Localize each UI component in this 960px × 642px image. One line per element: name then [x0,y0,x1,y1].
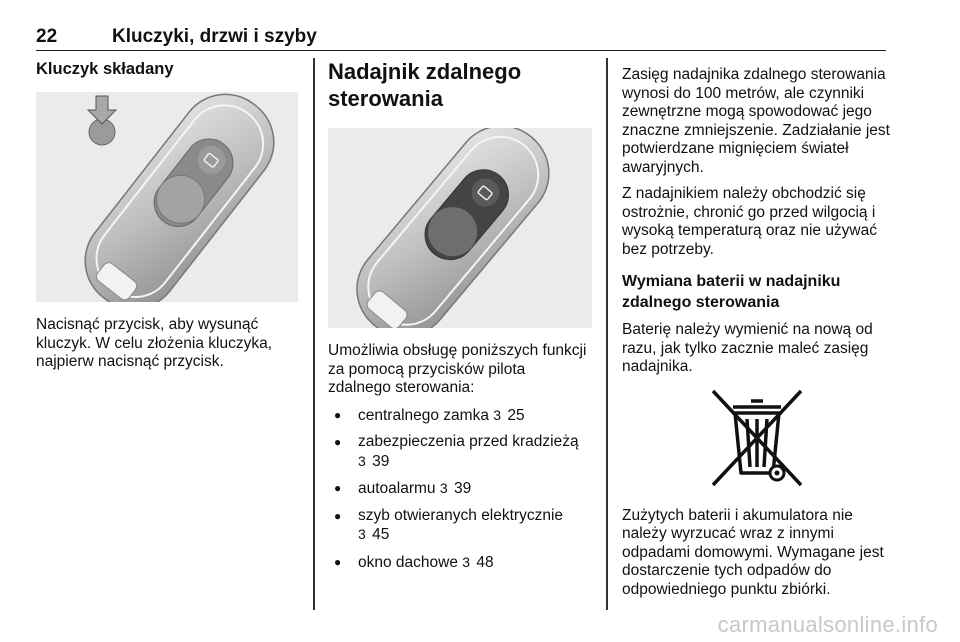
remote-fob-illustration [328,128,592,328]
key-fob-icon [328,128,592,328]
list-item [328,406,592,426]
page-header [36,22,886,51]
key-fob-icon [36,92,298,302]
section-title: Nadajnik zdalnego sterowania [328,59,522,111]
list-item-text: centralnego zamka [358,406,489,424]
page-ref[interactable]: 39 [372,452,390,470]
list-item [328,507,592,545]
weee-symbol-wrap [622,385,892,497]
body-text: Zasięg nadajnika zdalnego sterowania wynosi do 100 metrów, ale czynniki zewnętrzne mogą spowodować jego znaczne zmniejszenie. Zadziałanie jest potwierdzane mignięciem świateł awaryjnych. [622,66,890,176]
list-item-text: szyb otwieranych elektrycznie [358,506,564,524]
page-ref[interactable]: 25 [507,406,525,424]
page-ref-icon: 3 [462,553,471,570]
list-item-text: zabezpieczenia przed kradzieżą [358,433,579,450]
body-text: Z nadajnikiem należy obchodzić się ostrożnie, chronić go przed wilgocią i wysoką temperaturą oraz nie używać bez potrzeby. [622,185,878,258]
function-list [328,406,592,573]
list-item-text: okno dachowe [358,553,458,571]
page-ref-icon: 3 [358,452,366,469]
page-ref-icon: 3 [358,526,366,542]
crossed-bin-icon [701,385,813,497]
list-item-text: autoalarmu [358,480,436,497]
list-item [328,433,592,471]
section-heading: Wymiana baterii w nadajniku zdalnego sterowania [622,273,841,311]
body-text: Baterię należy wymienić na nową od razu, jak tylko zacznie maleć zasięg nadajnika. [622,321,873,375]
body-text: Nacisnąć przycisk, aby wysunąć kluczyk. W celu złożenia kluczyka, najpierw nacisnąć przycisk. [36,316,273,370]
chapter-title: Kluczyki, drzwi i szyby [112,26,317,47]
page-ref[interactable]: 45 [372,526,390,543]
list-item [328,553,592,573]
column-divider [606,58,608,610]
watermark: carmanualsonline.info [717,612,938,637]
page-number: 22 [36,26,58,47]
column-divider [313,58,315,610]
folding-key-illustration [36,92,298,302]
page-ref[interactable]: 48 [476,553,494,571]
page-ref[interactable]: 39 [453,480,472,497]
column-remote-control [328,58,592,572]
body-text: Umożliwia obsługę poniższych funkcji za pomocą przycisków pilota zdalnego sterowania: [328,342,587,396]
page-ref-icon: 3 [439,480,448,496]
body-text: Zużytych baterii i akumulatora nie należy wyrzucać wraz z innymi odpadami domowymi. Wymagane jest dostarczenie tych odpadów do odpowiedniego punktu zbiórki. [622,506,884,598]
section-heading: Kluczyk składany [36,60,174,78]
page-ref-icon: 3 [493,406,502,423]
list-item [328,479,592,499]
column-range-battery [622,66,892,599]
column-folding-key [36,58,298,372]
